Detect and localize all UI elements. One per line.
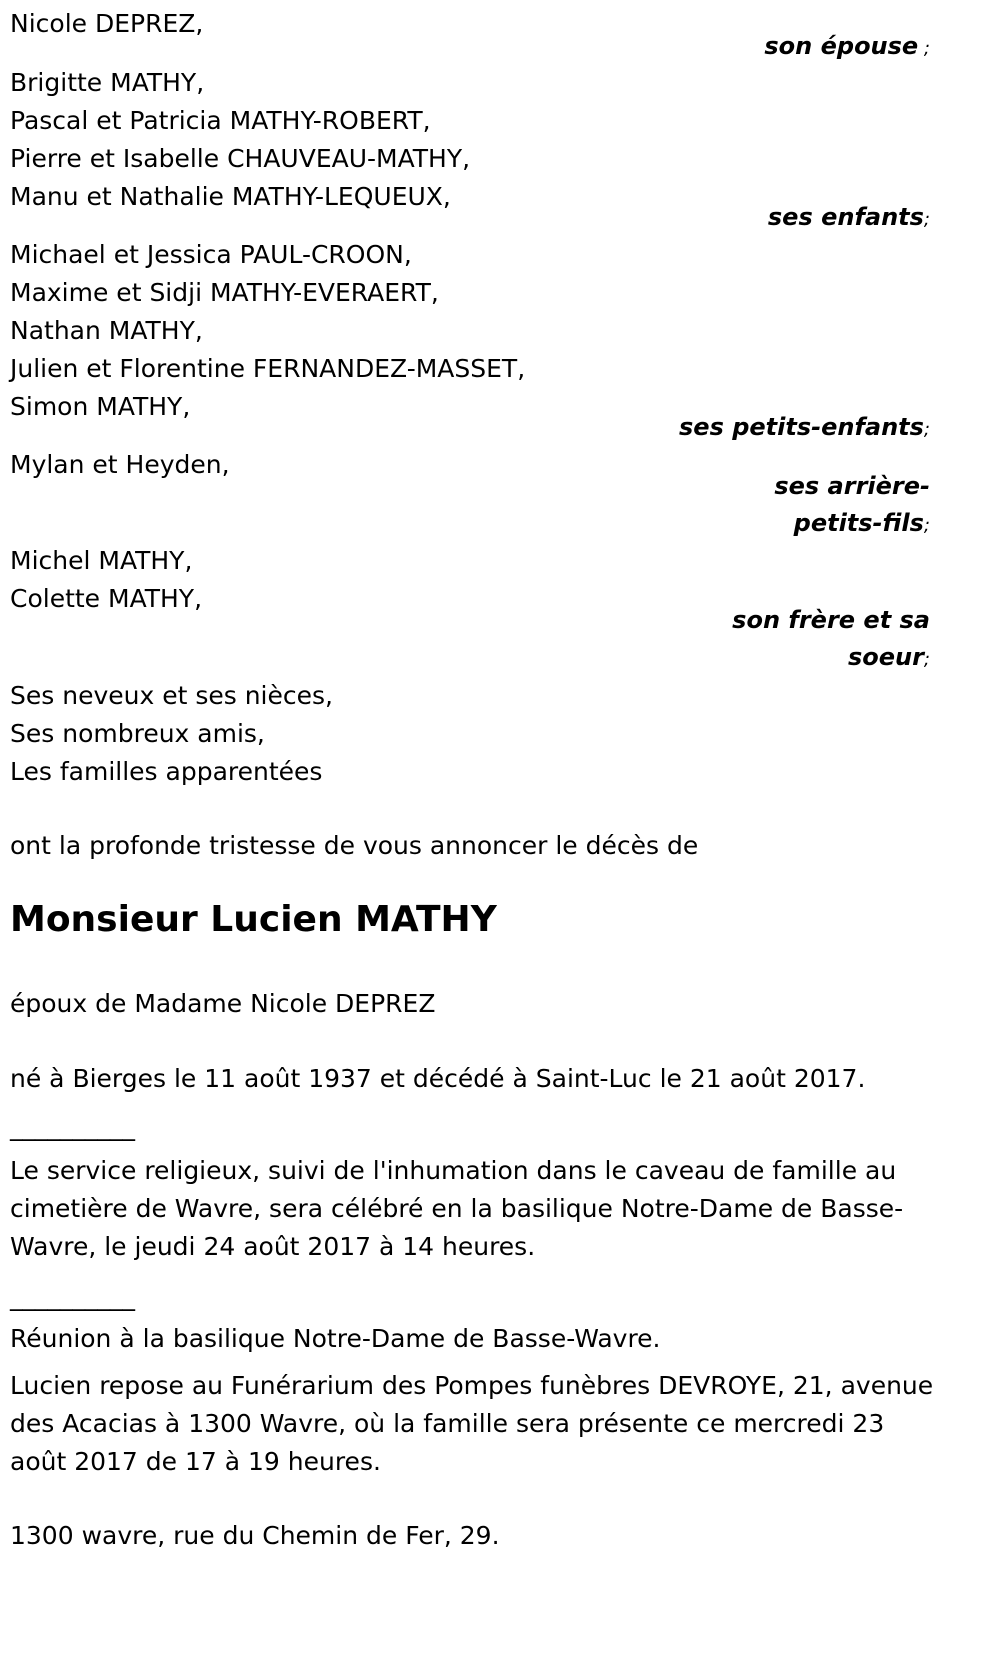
children-section xyxy=(10,64,470,216)
siblings-role-punct: ; xyxy=(923,649,930,670)
grandchildren-role xyxy=(679,409,930,448)
great-grandchildren-role-line2: petits-fils xyxy=(793,509,924,537)
siblings-role xyxy=(732,602,930,678)
separator-line: __________ xyxy=(10,1112,135,1141)
visitation-paragraph: Lucien repose au Funérarium des Pompes funèbres DEVROYE, 21, avenue des Acacias à 1300 Wavre, où la famille sera présente ce mercredi 23 août 2017 de 17 à 19 heures. xyxy=(10,1371,934,1476)
grandchildren-section xyxy=(10,236,525,426)
children-role-punct: ; xyxy=(923,209,930,230)
grandchildren-role-label: ses petits-enfants xyxy=(679,413,924,441)
children-role xyxy=(768,199,930,238)
child-name: Brigitte MATHY, xyxy=(10,68,205,97)
announcement-text: ont la profonde tristesse de vous annoncer le décès de xyxy=(10,831,699,860)
grandchild-name: Michael et Jessica PAUL-CROON, xyxy=(10,240,412,269)
spouse-of-line: époux de Madame Nicole DEPREZ xyxy=(10,989,436,1018)
grandchild-name: Maxime et Sidji MATHY-EVERAERT, xyxy=(10,278,439,307)
deceased-name: Monsieur Lucien MATHY xyxy=(10,899,497,940)
address-line: 1300 wavre, rue du Chemin de Fer, 29. xyxy=(10,1521,500,1550)
spouse-role xyxy=(764,28,930,67)
spouse-name: Nicole DEPREZ, xyxy=(10,9,204,38)
sibling-name: Colette MATHY, xyxy=(10,584,203,613)
child-name: Pierre et Isabelle CHAUVEAU-MATHY, xyxy=(10,144,471,173)
child-name: Manu et Nathalie MATHY-LEQUEUX, xyxy=(10,182,451,211)
child-name: Pascal et Patricia MATHY-ROBERT, xyxy=(10,106,431,135)
grandchild-name: Nathan MATHY, xyxy=(10,316,203,345)
siblings-role-line2: soeur xyxy=(847,643,924,671)
great-grandchildren-role xyxy=(774,468,930,544)
service-paragraph: Le service religieux, suivi de l'inhumation dans le caveau de famille au cimetière de Wavre, sera célébré en la basilique Notre-Dame de Basse-Wavre, le jeudi 24 août 2017 à 14 heures. xyxy=(10,1156,904,1261)
great-grandchildren-section xyxy=(10,446,230,484)
grandchild-name: Simon MATHY, xyxy=(10,392,191,421)
spouse-role-label: son épouse xyxy=(764,32,919,60)
siblings-section xyxy=(10,542,202,618)
others-line: Les familles apparentées xyxy=(10,757,323,786)
separator-line: __________ xyxy=(10,1282,135,1311)
sibling-name: Michel MATHY, xyxy=(10,546,193,575)
siblings-role-line1: son frère et sa xyxy=(732,606,930,634)
grandchildren-role-punct: ; xyxy=(923,419,930,440)
birth-death-line: né à Bierges le 11 août 1937 et décédé à Saint-Luc le 21 août 2017. xyxy=(10,1064,866,1093)
reunion-line: Réunion à la basilique Notre-Dame de Basse-Wavre. xyxy=(10,1324,661,1353)
others-line: Ses neveux et ses nièces, xyxy=(10,681,333,710)
great-grandchildren-role-line1: ses arrière- xyxy=(774,472,930,500)
great-grandchild-name: Mylan et Heyden, xyxy=(10,450,230,479)
children-role-label: ses enfants xyxy=(767,203,924,231)
others-line: Ses nombreux amis, xyxy=(10,719,265,748)
great-grandchildren-role-punct: ; xyxy=(923,515,930,536)
others-section xyxy=(10,677,333,791)
spouse-role-punct: ; xyxy=(918,38,930,59)
grandchild-name: Julien et Florentine FERNANDEZ-MASSET, xyxy=(10,354,526,383)
